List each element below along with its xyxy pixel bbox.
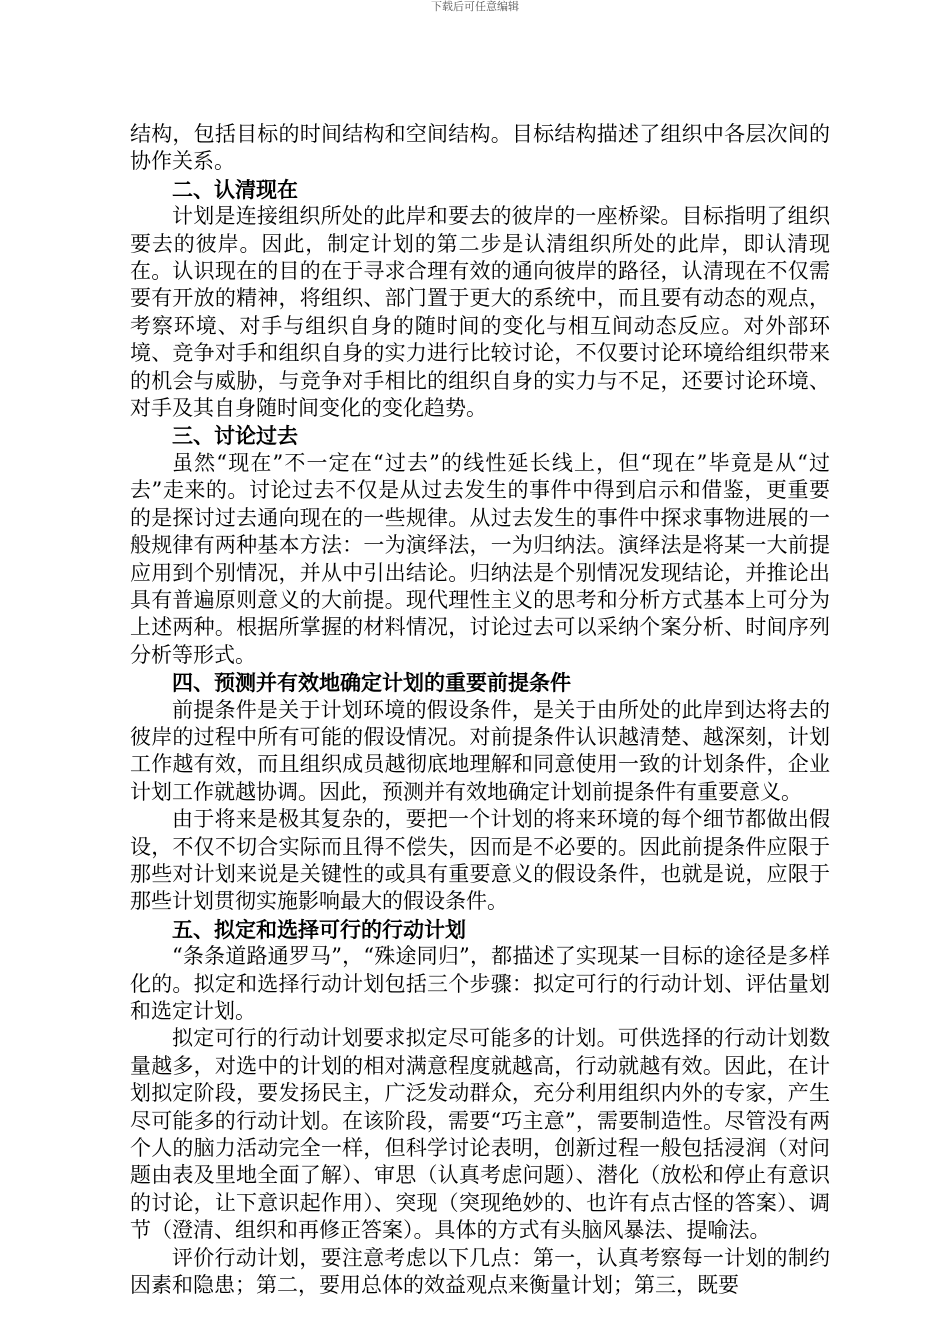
header-watermark: 下载后可任意编辑: [431, 0, 519, 13]
paragraph: 结构，包括目标的时间结构和空间结构。目标结构描述了组织中各层次间的协作关系。: [130, 122, 830, 174]
document-body: [130, 121, 830, 1299]
paragraph: 虽然“现在”不一定在“过去”的线性延长线上，但“现在”毕竟是从“过去”走来的。讨论过去不仅是从过去发生的事件中得到启示和借鉴，更重要的是探讨过去通向现在的一些规律。从过去发生的事件中探求事物进展的一般规律有两种基本方法：一为演绎法，一为归纳法。演绎法是将某一大前提应用到个别情况，并从中引出结论。归纳法是个别情况发现结论，并推论出具有普遍原则意义的大前提。现代理性主义的思考和分析方式基本上可分为上述两种。根据所掌握的材料情况，讨论过去可以采纳个案分析、时间序列分析等形式。: [130, 450, 830, 667]
paragraph: 计划是连接组织所处的此岸和要去的彼岸的一座桥梁。目标指明了组织要去的彼岸。因此，制定计划的第二步是认清组织所处的此岸，即认清现在。认识现在的目的在于寻求合理有效的通向彼岸的路径，认清现在不仅需要有开放的精神，将组织、部门置于更大的系统中，而且要有动态的观点，考察环境、对手与组织自身的随时间的变化与相互间动态反应。对外部环境、竞争对手和组织自身的实力进行比较讨论，不仅要讨论环境给组织带来的机会与威胁，与竞争对手相比的组织自身的实力与不足，还要讨论环境、对手及其自身随时间变化的变化趋势。: [130, 204, 830, 421]
section-heading: 二、认清现在: [172, 176, 298, 202]
paragraph: 由于将来是极其复杂的，要把一个计划的将来环境的每个细节都做出假设，不仅不切合实际而且得不偿失，因而是不必要的。因此前提条件应限于那些对计划来说是关键性的或具有重要意义的假设条件，也就是说，应限于那些计划贯彻实施影响最大的假设条件。: [130, 807, 830, 914]
paragraph: 拟定可行的行动计划要求拟定尽可能多的计划。可供选择的行动计划数量越多，对选中的计划的相对满意程度就越高，行动就越有效。因此，在计划拟定阶段，要发扬民主，广泛发动群众，充分利用组织内外的专家，产生尽可能多的行动计划。在该阶段，需要“巧主意”，需要制造性。尽管没有两个人的脑力活动完全一样，但科学讨论表明，创新过程一般包括浸润（对问题由表及里地全面了解）、审思（认真考虑问题）、潜化（放松和停止有意识的讨论，让下意识起作用）、突现（突现绝妙的、也许有点古怪的答案）、调节（澄清、组织和再修正答案）。具体的方式有头脑风暴法、提喻法。: [130, 1026, 830, 1243]
section-heading: 四、预测并有效地确定计划的重要前提条件: [172, 670, 571, 696]
section-heading: 三、讨论过去: [172, 423, 298, 449]
paragraph: 前提条件是关于计划环境的假设条件，是关于由所处的此岸到达将去的彼岸的过程中所有可能的假设情况。对前提条件认识越清楚、越深刻，计划工作越有效，而且组织成员越彻底地理解和同意使用一致的计划条件，企业计划工作就越协调。因此，预测并有效地确定计划前提条件有重要意义。: [130, 697, 830, 804]
paragraph: “条条道路通罗马”，“殊途同归”，都描述了实现某一目标的途径是多样化的。拟定和选择行动计划包括三个步骤：拟定可行的行动计划、评估量划和选定计划。: [130, 944, 830, 1023]
section-heading: 五、拟定和选择可行的行动计划: [172, 916, 466, 942]
paragraph: 评价行动计划，要注意考虑以下几点：第一，认真考察每一计划的制约因素和隐患；第二，要用总体的效益观点来衡量计划；第三，既要: [130, 1245, 830, 1298]
